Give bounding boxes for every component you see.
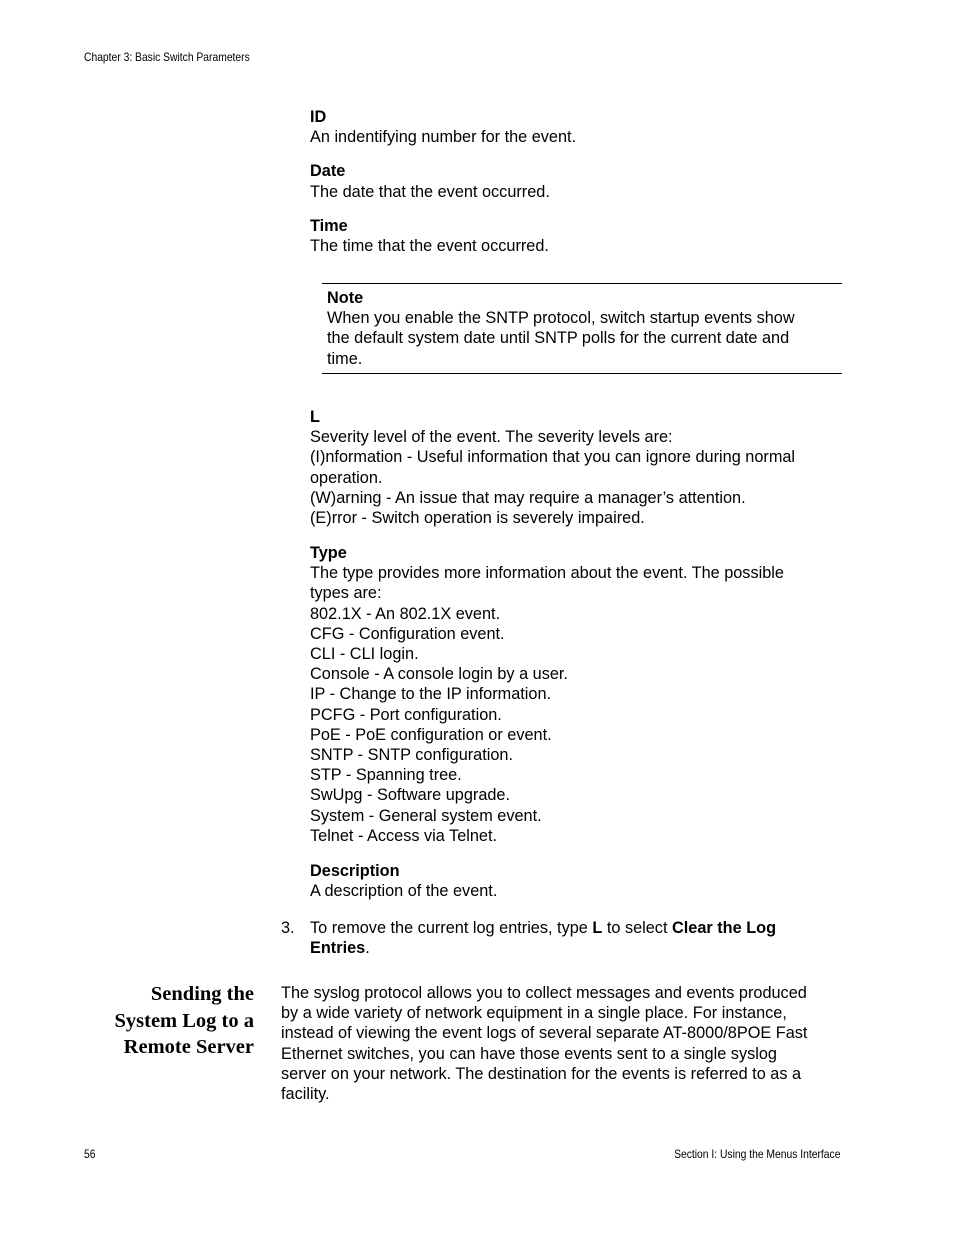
type-line: The type provides more information about the event. The possible xyxy=(310,564,784,583)
term-title: Type xyxy=(310,544,347,562)
paragraph-line: by a wide variety of network equipment in a single place. For instance, xyxy=(281,1004,787,1023)
severity-line: Severity level of the event. The severity levels are: xyxy=(310,428,673,447)
type-line: IP - Change to the IP information. xyxy=(310,685,552,704)
heading-line: System Log to a xyxy=(114,1009,254,1032)
term-type xyxy=(310,543,844,846)
note-title: Note xyxy=(327,289,364,307)
term-date xyxy=(310,161,844,201)
term-title: ID xyxy=(310,108,327,126)
step-key: L xyxy=(592,919,603,937)
paragraph-line: facility. xyxy=(281,1085,330,1104)
term-title: L xyxy=(310,408,320,426)
type-line: SNTP - SNTP configuration. xyxy=(310,746,513,765)
type-line: CFG - Configuration event. xyxy=(310,624,505,643)
term-title: Time xyxy=(310,216,348,235)
step-number: 3. xyxy=(281,919,295,937)
step-text-after: . xyxy=(365,939,370,958)
type-line: PCFG - Port configuration. xyxy=(310,705,502,724)
note-line: time. xyxy=(327,349,363,368)
section-heading xyxy=(114,981,254,1061)
field-definitions-top xyxy=(310,107,844,256)
term-description: The date that the event occurred. xyxy=(310,182,550,201)
severity-line: operation. xyxy=(310,468,383,487)
paragraph-line: The syslog protocol allows you to collect messages and events produced xyxy=(281,984,807,1002)
type-line: PoE - PoE configuration or event. xyxy=(310,725,552,744)
paragraph-line: server on your network. The destination for the events is referred to as a xyxy=(281,1064,802,1083)
term-title: Description xyxy=(310,862,400,880)
severity-line: (W)arning - An issue that may require a manager’s attention. xyxy=(310,488,746,507)
step-text xyxy=(310,918,830,958)
note-box xyxy=(322,283,842,374)
term-severity xyxy=(310,407,844,528)
term-description: A description of the event. xyxy=(310,882,498,901)
type-line: CLI - CLI login. xyxy=(310,645,419,664)
heading-line: Sending the xyxy=(150,983,254,1005)
term-description-field xyxy=(310,861,844,901)
type-line: STP - Spanning tree. xyxy=(310,766,462,785)
running-footer: Section I: Using the Menus Interface xyxy=(673,1147,840,1161)
heading-line: Remote Server xyxy=(123,1036,254,1059)
type-line: Console - A console login by a user. xyxy=(310,665,568,684)
step-option: Clear the Log Entries xyxy=(310,919,777,958)
type-line: 802.1X - An 802.1X event. xyxy=(310,604,501,623)
term-time xyxy=(310,216,844,256)
paragraph-line: instead of viewing the event logs of several separate AT-8000/8POE Fast xyxy=(281,1024,808,1043)
step-text-before: To remove the current log entries, type xyxy=(310,919,593,937)
note-line: the default system date until SNTP polls for the current date and xyxy=(327,329,790,348)
step-text-middle: to select xyxy=(602,919,672,937)
type-line: types are: xyxy=(310,584,382,603)
section-paragraph xyxy=(281,983,847,1104)
type-line: SwUpg - Software upgrade. xyxy=(310,786,511,805)
term-description: An indentifying number for the event. xyxy=(310,128,577,147)
running-header: Chapter 3: Basic Switch Parameters xyxy=(84,50,250,64)
severity-line: (E)rror - Switch operation is severely impaired. xyxy=(310,509,645,528)
term-description: The time that the event occurred. xyxy=(310,237,549,256)
term-title: Date xyxy=(310,162,346,181)
type-line: System - General system event. xyxy=(310,806,542,825)
page-number: 56 xyxy=(84,1147,96,1161)
severity-line: (I)nformation - Useful information that you can ignore during normal xyxy=(310,448,796,467)
term-id xyxy=(310,107,844,147)
type-line: Telnet - Access via Telnet. xyxy=(310,826,498,845)
note-line: When you enable the SNTP protocol, switch startup events show xyxy=(327,309,795,328)
paragraph-line: Ethernet switches, you can have those events sent to a single syslog xyxy=(281,1044,777,1063)
